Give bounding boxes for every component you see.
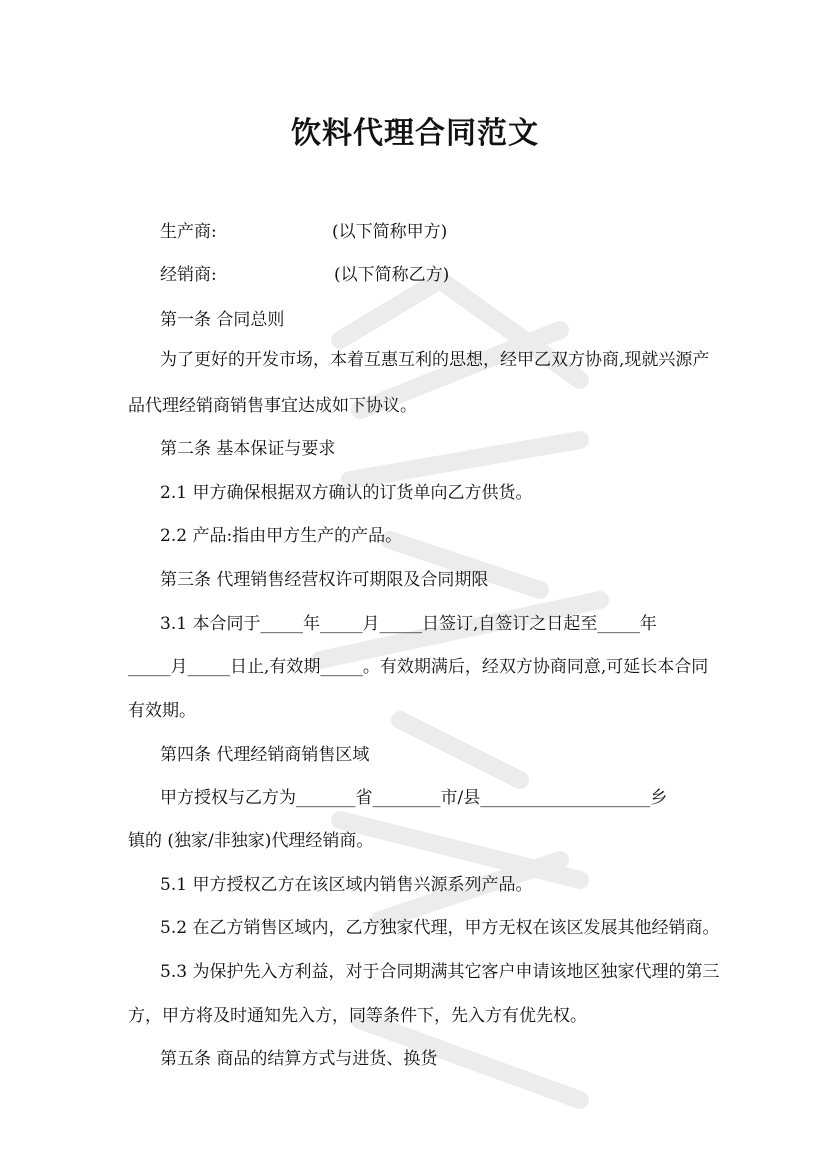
document-title: 饮料代理合同范文 bbox=[291, 116, 539, 151]
article-2-heading: 第二条 基本保证与要求 bbox=[160, 439, 336, 459]
clause-5-3-line-2: 方，甲方将及时通知先入方，同等条件下，先入方有优先权。 bbox=[128, 1006, 587, 1026]
party-a-label: 生产商: bbox=[160, 222, 217, 242]
article-4-heading: 第四条 代理经销商销售区域 bbox=[160, 745, 370, 765]
party-b-label: 经销商: bbox=[160, 265, 217, 285]
article-5-heading: 第五条 商品的结算方式与进货、换货 bbox=[160, 1049, 438, 1069]
clause-2-1: 2.1 甲方确保根据双方确认的订货单向乙方供货。 bbox=[160, 483, 533, 503]
clause-5-1: 5.1 甲方授权乙方在该区域内销售兴源系列产品。 bbox=[160, 875, 533, 895]
clause-3-1-line-2: _____月_____日止,有效期_____。有效期满后，经双方协商同意,可延长本合同 bbox=[128, 657, 709, 677]
article-1-heading: 第一条 合同总则 bbox=[160, 310, 285, 330]
clause-3-1-line-1: 3.1 本合同于_____年_____月_____日签订,自签订之日起至_____年 bbox=[160, 614, 657, 634]
article-3-heading: 第三条 代理销售经营权许可期限及合同期限 bbox=[160, 570, 489, 590]
party-b-note: (以下简称乙方) bbox=[334, 265, 450, 285]
party-a-note: (以下简称甲方) bbox=[332, 222, 448, 242]
clause-5-3-line-1: 5.3 为保护先入方利益，对于合同期满其它客户申请该地区独家代理的第三 bbox=[160, 962, 720, 982]
article-1-text-line-2: 品代理经销商销售事宜达成如下协议。 bbox=[128, 396, 417, 416]
article-4-text-line-2: 镇的 (独家/非独家)代理经销商。 bbox=[128, 831, 374, 851]
clause-2-2: 2.2 产品:指由甲方生产的产品。 bbox=[160, 526, 403, 546]
article-1-text-line-1: 为了更好的开发市场，本着互惠互利的思想，经甲乙双方协商,现就兴源产 bbox=[160, 350, 710, 370]
article-4-text-line-1: 甲方授权与乙方为_______省________市/县____________________乡 bbox=[160, 788, 668, 808]
clause-3-1-line-3: 有效期。 bbox=[128, 701, 196, 721]
clause-5-2: 5.2 在乙方销售区域内，乙方独家代理，甲方无权在该区发展其他经销商。 bbox=[160, 918, 720, 938]
